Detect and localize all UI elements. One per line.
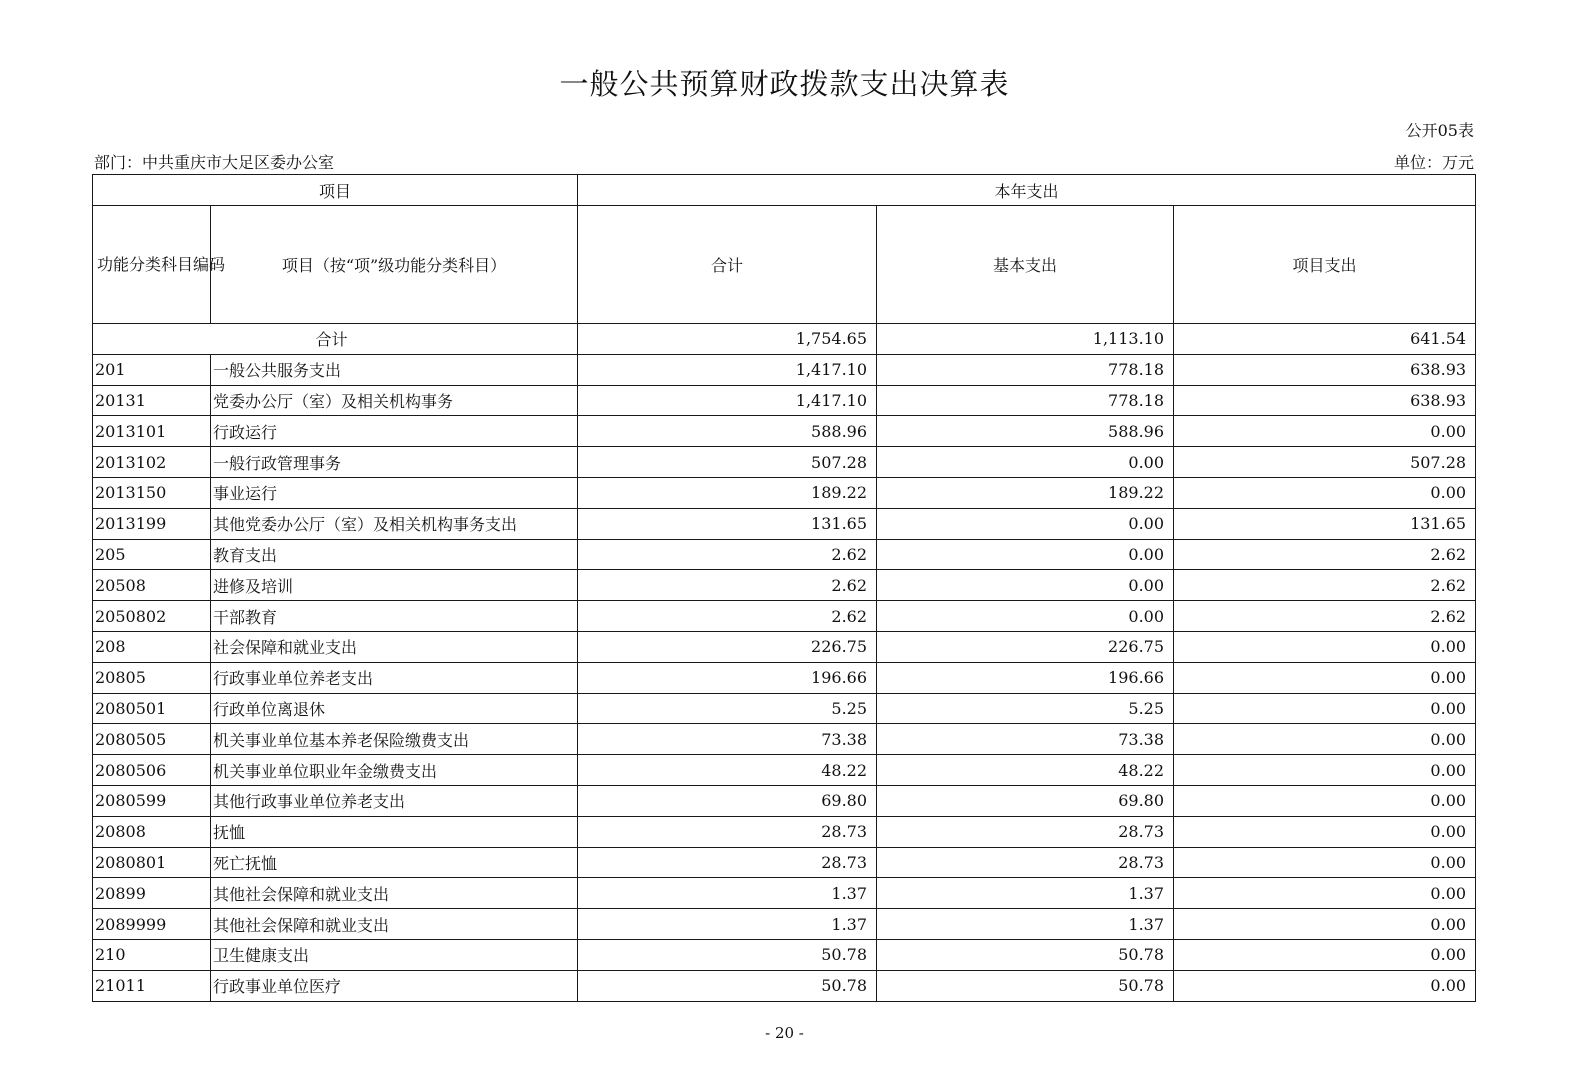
row-project: 0.00 bbox=[1174, 847, 1476, 878]
row-project: 0.00 bbox=[1174, 970, 1476, 1001]
table-row bbox=[93, 354, 1476, 385]
row-name: 行政运行 bbox=[211, 416, 578, 447]
row-total: 50.78 bbox=[578, 939, 877, 970]
total-amount: 1,754.65 bbox=[578, 324, 877, 355]
row-name: 其他行政事业单位养老支出 bbox=[211, 785, 578, 816]
header-row-top bbox=[93, 175, 1476, 206]
row-basic: 48.22 bbox=[877, 755, 1174, 786]
total-project: 641.54 bbox=[1174, 324, 1476, 355]
row-name: 行政事业单位养老支出 bbox=[211, 662, 578, 693]
row-name: 一般公共服务支出 bbox=[211, 354, 578, 385]
row-total: 588.96 bbox=[578, 416, 877, 447]
table-row bbox=[93, 816, 1476, 847]
total-row bbox=[93, 324, 1476, 355]
row-name: 进修及培训 bbox=[211, 570, 578, 601]
row-total: 226.75 bbox=[578, 631, 877, 662]
row-basic: 5.25 bbox=[877, 693, 1174, 724]
row-project: 0.00 bbox=[1174, 785, 1476, 816]
row-project: 0.00 bbox=[1174, 631, 1476, 662]
row-code: 2013199 bbox=[93, 508, 211, 539]
row-project: 507.28 bbox=[1174, 447, 1476, 478]
header-name: 项目（按“项”级功能分类科目） bbox=[211, 206, 578, 324]
header-project: 项目支出 bbox=[1174, 206, 1476, 324]
row-name: 其他党委办公厅（室）及相关机构事务支出 bbox=[211, 508, 578, 539]
row-basic: 0.00 bbox=[877, 570, 1174, 601]
row-total: 196.66 bbox=[578, 662, 877, 693]
row-basic: 0.00 bbox=[877, 508, 1174, 539]
row-code: 20805 bbox=[93, 662, 211, 693]
table-row bbox=[93, 724, 1476, 755]
row-name: 党委办公厅（室）及相关机构事务 bbox=[211, 385, 578, 416]
row-name: 一般行政管理事务 bbox=[211, 447, 578, 478]
row-code: 208 bbox=[93, 631, 211, 662]
table-row bbox=[93, 447, 1476, 478]
row-code: 2013102 bbox=[93, 447, 211, 478]
row-project: 2.62 bbox=[1174, 601, 1476, 632]
row-project: 0.00 bbox=[1174, 693, 1476, 724]
row-project: 2.62 bbox=[1174, 570, 1476, 601]
row-project: 0.00 bbox=[1174, 477, 1476, 508]
table-row bbox=[93, 570, 1476, 601]
table-row bbox=[93, 631, 1476, 662]
row-basic: 50.78 bbox=[877, 939, 1174, 970]
row-project: 131.65 bbox=[1174, 508, 1476, 539]
table-row bbox=[93, 477, 1476, 508]
row-basic: 196.66 bbox=[877, 662, 1174, 693]
unit-label: 单位：万元 bbox=[1393, 153, 1474, 172]
row-code: 2080501 bbox=[93, 693, 211, 724]
row-project: 0.00 bbox=[1174, 416, 1476, 447]
header-total: 合计 bbox=[578, 206, 877, 324]
row-name: 机关事业单位职业年金缴费支出 bbox=[211, 755, 578, 786]
row-name: 社会保障和就业支出 bbox=[211, 631, 578, 662]
row-name: 其他社会保障和就业支出 bbox=[211, 909, 578, 940]
header-current-year: 本年支出 bbox=[578, 175, 1476, 206]
row-code: 20808 bbox=[93, 816, 211, 847]
total-basic: 1,113.10 bbox=[877, 324, 1174, 355]
row-basic: 69.80 bbox=[877, 785, 1174, 816]
row-code: 20508 bbox=[93, 570, 211, 601]
row-basic: 28.73 bbox=[877, 816, 1174, 847]
row-total: 1,417.10 bbox=[578, 385, 877, 416]
row-code: 2013150 bbox=[93, 477, 211, 508]
page-number: - 20 - bbox=[765, 1024, 804, 1042]
row-basic: 226.75 bbox=[877, 631, 1174, 662]
row-code: 2080505 bbox=[93, 724, 211, 755]
table-row bbox=[93, 755, 1476, 786]
table-row bbox=[93, 662, 1476, 693]
table-row bbox=[93, 847, 1476, 878]
header-code: 功能分类科目编码 bbox=[93, 206, 211, 324]
row-code: 2050802 bbox=[93, 601, 211, 632]
row-name: 行政事业单位医疗 bbox=[211, 970, 578, 1001]
row-name: 卫生健康支出 bbox=[211, 939, 578, 970]
row-name: 干部教育 bbox=[211, 601, 578, 632]
row-name: 行政单位离退休 bbox=[211, 693, 578, 724]
row-total: 131.65 bbox=[578, 508, 877, 539]
total-label: 合计 bbox=[93, 324, 578, 355]
row-total: 189.22 bbox=[578, 477, 877, 508]
row-code: 2080506 bbox=[93, 755, 211, 786]
row-basic: 778.18 bbox=[877, 385, 1174, 416]
row-code: 2080599 bbox=[93, 785, 211, 816]
table-row bbox=[93, 385, 1476, 416]
department-label: 部门：中共重庆市大足区委办公室 bbox=[94, 153, 335, 172]
row-basic: 28.73 bbox=[877, 847, 1174, 878]
row-total: 2.62 bbox=[578, 539, 877, 570]
row-project: 0.00 bbox=[1174, 662, 1476, 693]
row-project: 0.00 bbox=[1174, 755, 1476, 786]
row-basic: 0.00 bbox=[877, 447, 1174, 478]
row-total: 507.28 bbox=[578, 447, 877, 478]
header-basic: 基本支出 bbox=[877, 206, 1174, 324]
row-name: 其他社会保障和就业支出 bbox=[211, 878, 578, 909]
row-basic: 50.78 bbox=[877, 970, 1174, 1001]
row-total: 2.62 bbox=[578, 601, 877, 632]
row-total: 28.73 bbox=[578, 816, 877, 847]
form-number: 公开05表 bbox=[1405, 121, 1474, 140]
row-code: 205 bbox=[93, 539, 211, 570]
table-row bbox=[93, 693, 1476, 724]
table-row bbox=[93, 601, 1476, 632]
table-row bbox=[93, 878, 1476, 909]
row-basic: 588.96 bbox=[877, 416, 1174, 447]
row-total: 48.22 bbox=[578, 755, 877, 786]
row-total: 5.25 bbox=[578, 693, 877, 724]
row-project: 0.00 bbox=[1174, 909, 1476, 940]
row-basic: 0.00 bbox=[877, 539, 1174, 570]
row-total: 50.78 bbox=[578, 970, 877, 1001]
row-name: 抚恤 bbox=[211, 816, 578, 847]
table-row bbox=[93, 970, 1476, 1001]
row-name: 死亡抚恤 bbox=[211, 847, 578, 878]
row-basic: 73.38 bbox=[877, 724, 1174, 755]
table-row bbox=[93, 539, 1476, 570]
row-code: 20899 bbox=[93, 878, 211, 909]
row-basic: 778.18 bbox=[877, 354, 1174, 385]
table-row bbox=[93, 508, 1476, 539]
row-project: 638.93 bbox=[1174, 385, 1476, 416]
row-name: 教育支出 bbox=[211, 539, 578, 570]
table-row bbox=[93, 416, 1476, 447]
row-code: 210 bbox=[93, 939, 211, 970]
row-total: 1,417.10 bbox=[578, 354, 877, 385]
row-name: 机关事业单位基本养老保险缴费支出 bbox=[211, 724, 578, 755]
row-name: 事业运行 bbox=[211, 477, 578, 508]
row-basic: 0.00 bbox=[877, 601, 1174, 632]
row-code: 2080801 bbox=[93, 847, 211, 878]
row-project: 2.62 bbox=[1174, 539, 1476, 570]
row-total: 2.62 bbox=[578, 570, 877, 601]
table-row bbox=[93, 909, 1476, 940]
row-code: 20131 bbox=[93, 385, 211, 416]
row-project: 0.00 bbox=[1174, 878, 1476, 909]
row-project: 0.00 bbox=[1174, 816, 1476, 847]
row-total: 1.37 bbox=[578, 878, 877, 909]
row-basic: 189.22 bbox=[877, 477, 1174, 508]
table-row bbox=[93, 785, 1476, 816]
row-code: 21011 bbox=[93, 970, 211, 1001]
table-row bbox=[93, 939, 1476, 970]
row-total: 1.37 bbox=[578, 909, 877, 940]
row-basic: 1.37 bbox=[877, 909, 1174, 940]
row-basic: 1.37 bbox=[877, 878, 1174, 909]
row-total: 69.80 bbox=[578, 785, 877, 816]
row-total: 73.38 bbox=[578, 724, 877, 755]
header-row-columns bbox=[93, 206, 1476, 324]
budget-table bbox=[92, 174, 1476, 1002]
row-code: 2089999 bbox=[93, 909, 211, 940]
row-project: 0.00 bbox=[1174, 939, 1476, 970]
page-title: 一般公共预算财政拨款支出决算表 bbox=[559, 67, 1010, 101]
row-project: 0.00 bbox=[1174, 724, 1476, 755]
row-total: 28.73 bbox=[578, 847, 877, 878]
row-code: 201 bbox=[93, 354, 211, 385]
header-item: 项目 bbox=[93, 175, 578, 206]
row-project: 638.93 bbox=[1174, 354, 1476, 385]
row-code: 2013101 bbox=[93, 416, 211, 447]
